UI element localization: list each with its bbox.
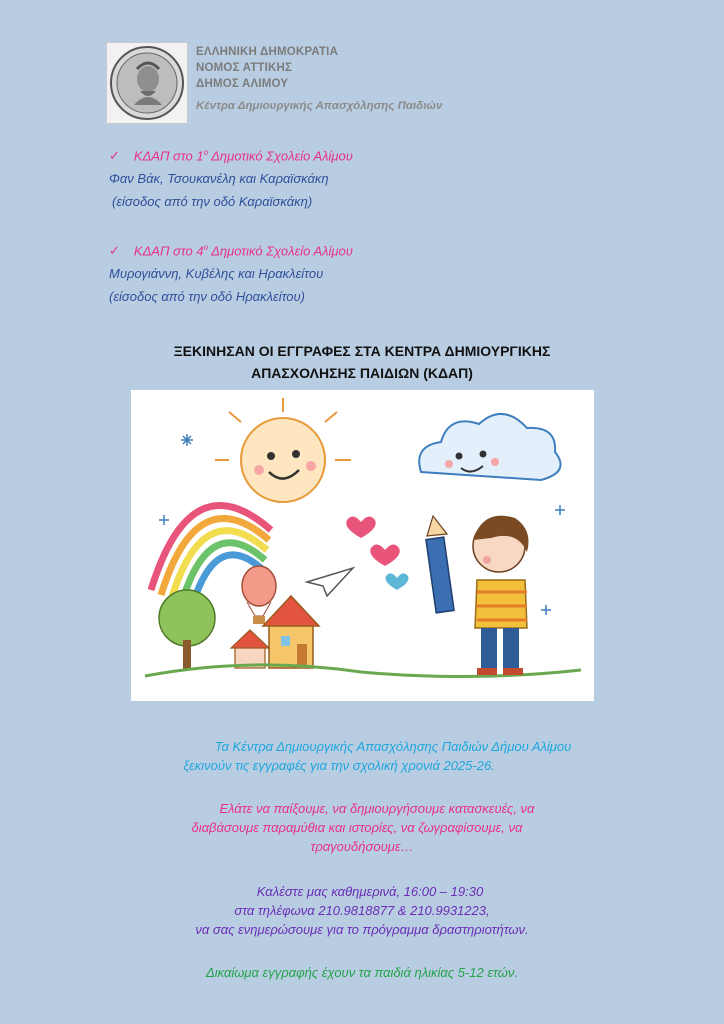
contact-hours: Καλέστε μας καθημερινά, 16:00 – 19:30 — [256, 884, 484, 899]
check-icon: ✓ — [109, 243, 120, 259]
headline-line-1: ΞΕΚΙΝΗΣΑΝ ΟΙ ΕΓΓΡΑΦΕΣ ΣΤΑ ΚΕΝΤΡΑ ΔΗΜΙΟΥΡΓΙΚΗΣ — [173, 343, 551, 359]
house-icon — [231, 596, 319, 668]
header-line-2: ΝΟΜΟΣ ΑΤΤΙΚΗΣ — [196, 62, 293, 74]
header-line-3: ΔΗΜΟΣ ΑΛΙΜΟΥ — [196, 78, 289, 90]
contact-info-line: να σας ενημερώσουμε για το πρόγραμμα δραστηριοτήτων. — [195, 922, 529, 937]
invite-line-3: τραγουδήσουμε… — [310, 839, 414, 854]
location-1-title: ✓ ΚΔΑΠ στο $1^o$ Δημοτικό Σχολείο Αλίμου — [109, 148, 353, 164]
intro-line-2: ξεκινούν τις εγγραφές για την σχολική χρονιά 2025-26. — [183, 758, 495, 773]
invite-paragraph — [0, 799, 724, 856]
location-2-title: ✓ ΚΔΑΠ στο $4^o$ Δημοτικό Σχολείο Αλίμου — [109, 243, 353, 259]
paper-plane-icon — [307, 568, 353, 596]
header-titles — [196, 44, 338, 92]
header-subtitle: Κέντρα Δημιουργικής Απασχόλησης Παιδιών — [196, 100, 443, 112]
tree-icon — [159, 590, 215, 670]
hot-air-balloon-icon — [242, 566, 276, 624]
child-drawing-illustration — [131, 390, 594, 701]
headline-line-2: ΑΠΑΣΧΟΛΗΣΗΣ ΠΑΙΔΙΩΝ (ΚΔΑΠ) — [251, 365, 473, 381]
child-drawing-icon — [426, 516, 529, 675]
municipality-logo — [106, 42, 188, 124]
location-2-address: Μυρογιάννη, Κυβέλης και Ηρακλείτου — [109, 266, 324, 282]
invite-line-1: Ελάτε να παίξουμε, να δημιουργήσουμε κατασκευές, να — [219, 801, 535, 816]
location-1-entrance: (είσοδος από την οδό Καραϊσκάκη) — [112, 194, 313, 210]
contact-paragraph — [0, 882, 724, 939]
location-2-entrance: (είσοδος από την οδό Ηρακλείτου) — [109, 289, 305, 305]
header-line-1: ΕΛΛΗΝΙΚΗ ΔΗΜΟΚΡΑΤΙΑ — [196, 46, 339, 58]
check-icon: ✓ — [109, 148, 120, 164]
eligibility-note: Δικαίωμα εγγραφής έχουν τα παιδιά ηλικίας 5-12 ετών. — [206, 965, 518, 980]
location-1-address: Φαν Βάκ, Τσουκανέλη και Καραϊσκάκη — [109, 171, 329, 187]
sun-icon — [215, 398, 351, 502]
intro-paragraph — [0, 737, 724, 775]
contact-phones: στα τηλέφωνα 210.9818877 & 210.9931223, — [234, 903, 490, 918]
headline — [0, 340, 724, 384]
heart-icon — [346, 516, 408, 590]
intro-line-1: Τα Κέντρα Δημιουργικής Απασχόλησης Παιδιών Δήμου Αλίμου — [214, 739, 572, 754]
location-1 — [109, 141, 353, 213]
location-2 — [109, 236, 353, 308]
invite-line-2: διαβάσουμε παραμύθια και ιστορίες, να ζωγραφίσουμε, να — [191, 820, 523, 835]
cloud-icon — [419, 414, 560, 480]
